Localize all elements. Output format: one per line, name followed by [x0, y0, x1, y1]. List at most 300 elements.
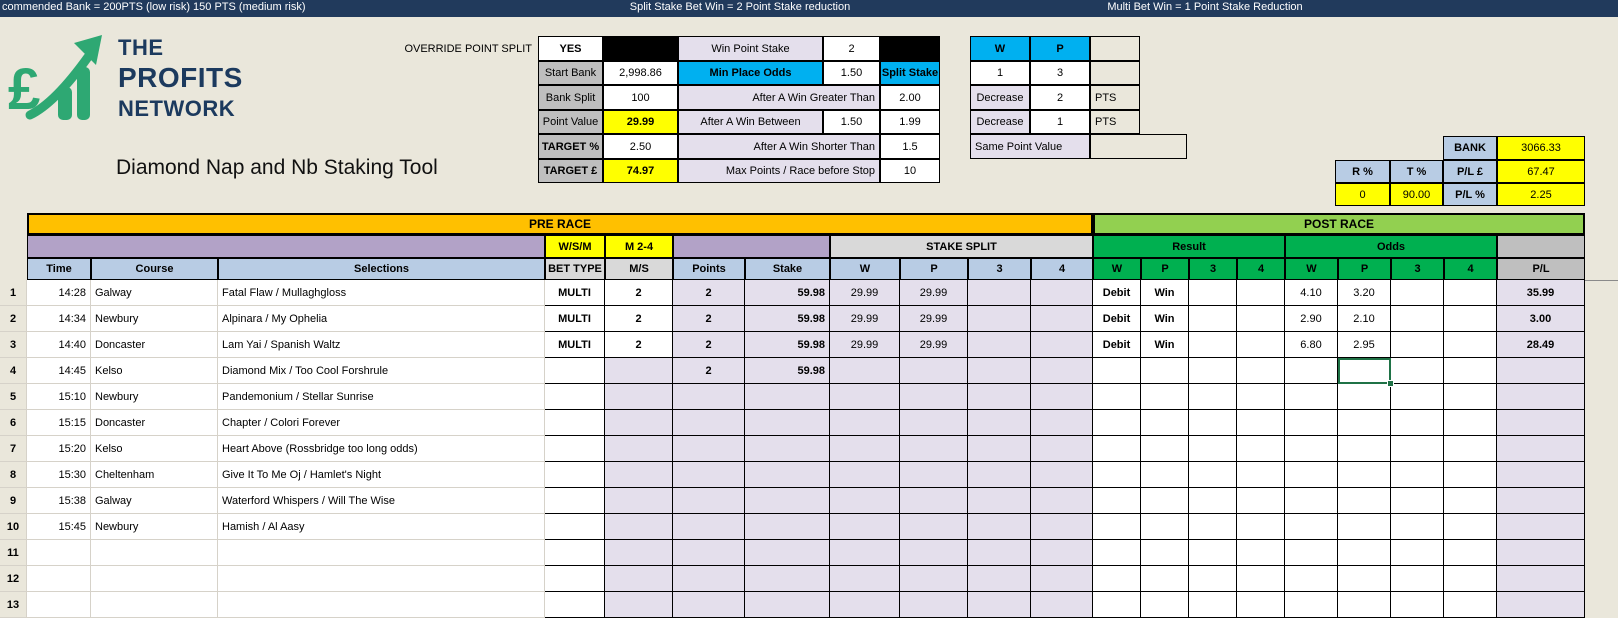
cell-stake-split-w[interactable]	[830, 488, 900, 514]
cell-stake[interactable]	[745, 384, 830, 410]
cell-stake-split-p[interactable]	[900, 592, 968, 618]
cell-stake-split-w[interactable]	[830, 566, 900, 592]
cell-bet-type[interactable]	[545, 410, 605, 436]
selection-fill-handle[interactable]	[1387, 380, 1394, 387]
row-number[interactable]: 13	[0, 592, 27, 618]
cell-stake[interactable]: 59.98	[745, 306, 830, 332]
cell-selections[interactable]: Diamond Mix / Too Cool Forshrule	[218, 358, 545, 384]
cell-odds-3[interactable]	[1391, 332, 1444, 358]
cell-ms[interactable]	[605, 488, 673, 514]
t-pct-value[interactable]: 90.00	[1390, 183, 1443, 206]
cell-result-p[interactable]	[1141, 384, 1189, 410]
cell-odds-3[interactable]	[1391, 358, 1444, 384]
cell-selections[interactable]: Waterford Whispers / Will The Wise	[218, 488, 545, 514]
cell-odds-3[interactable]	[1391, 306, 1444, 332]
cell-result-3[interactable]	[1189, 306, 1237, 332]
cell-result-w[interactable]	[1093, 488, 1141, 514]
cell-result-p[interactable]	[1141, 514, 1189, 540]
cell-result-w[interactable]	[1093, 592, 1141, 618]
cell-selections[interactable]: Pandemonium / Stellar Sunrise	[218, 384, 545, 410]
cell-stake-split-3[interactable]	[968, 592, 1031, 618]
cell-result-4[interactable]	[1237, 540, 1285, 566]
cell-result-p[interactable]	[1141, 358, 1189, 384]
cell-selections[interactable]: Fatal Flaw / Mullaghgloss	[218, 280, 545, 306]
cell-result-4[interactable]	[1237, 306, 1285, 332]
cell-ms[interactable]	[605, 384, 673, 410]
cell-time[interactable]: 15:20	[27, 436, 91, 462]
cell-course[interactable]: Kelso	[91, 436, 218, 462]
cell-stake-split-p[interactable]	[900, 566, 968, 592]
cell-stake-split-w[interactable]	[830, 358, 900, 384]
cell-odds-3[interactable]	[1391, 566, 1444, 592]
cell-ms[interactable]	[605, 592, 673, 618]
cell-pl[interactable]: 35.99	[1497, 280, 1585, 306]
cell-odds-4[interactable]	[1444, 332, 1497, 358]
cell-odds-p[interactable]	[1338, 410, 1391, 436]
cell-bet-type[interactable]	[545, 592, 605, 618]
cell-stake-split-4[interactable]	[1031, 488, 1093, 514]
cell-odds-4[interactable]	[1444, 410, 1497, 436]
cell-stake-split-3[interactable]	[968, 306, 1031, 332]
cell-odds-p[interactable]: 3.20	[1338, 280, 1391, 306]
cell-time[interactable]: 14:45	[27, 358, 91, 384]
cell-result-w[interactable]	[1093, 358, 1141, 384]
row-number[interactable]: 8	[0, 462, 27, 488]
cell-result-p[interactable]: Win	[1141, 332, 1189, 358]
cell-stake-split-4[interactable]	[1031, 280, 1093, 306]
cell-pl[interactable]	[1497, 592, 1585, 618]
cell-time[interactable]: 14:34	[27, 306, 91, 332]
row-number[interactable]: 4	[0, 358, 27, 384]
cell-stake-split-w[interactable]: 29.99	[830, 332, 900, 358]
cell-stake-split-3[interactable]	[968, 436, 1031, 462]
cell-odds-3[interactable]	[1391, 488, 1444, 514]
cell-stake-split-p[interactable]	[900, 358, 968, 384]
cell-odds-w[interactable]	[1285, 358, 1338, 384]
cell-stake[interactable]	[745, 514, 830, 540]
cell-odds-w[interactable]	[1285, 384, 1338, 410]
cell-bet-type[interactable]: MULTI	[545, 306, 605, 332]
cell-stake[interactable]	[745, 436, 830, 462]
cell-points[interactable]: 2	[673, 306, 745, 332]
cell-stake-split-4[interactable]	[1031, 436, 1093, 462]
cell-odds-p[interactable]: 2.10	[1338, 306, 1391, 332]
cell-stake-split-w[interactable]	[830, 540, 900, 566]
cell-stake-split-3[interactable]	[968, 358, 1031, 384]
cell-stake-split-w[interactable]	[830, 462, 900, 488]
row-number[interactable]: 2	[0, 306, 27, 332]
bank-split-value[interactable]: 100	[603, 85, 678, 110]
cell-selections[interactable]: Hamish / Al Aasy	[218, 514, 545, 540]
cell-result-p[interactable]	[1141, 410, 1189, 436]
cell-selections[interactable]: Chapter / Colori Forever	[218, 410, 545, 436]
cell-odds-4[interactable]	[1444, 462, 1497, 488]
cell-points[interactable]	[673, 436, 745, 462]
cell-bet-type[interactable]	[545, 462, 605, 488]
cell-points[interactable]: 2	[673, 280, 745, 306]
cell-odds-p[interactable]	[1338, 514, 1391, 540]
cell-result-3[interactable]	[1189, 436, 1237, 462]
cell-odds-3[interactable]	[1391, 410, 1444, 436]
cell-course[interactable]: Kelso	[91, 358, 218, 384]
cell-selections[interactable]: Give It To Me Oj / Hamlet's Night	[218, 462, 545, 488]
cell-result-4[interactable]	[1237, 566, 1285, 592]
cell-odds-p[interactable]	[1338, 540, 1391, 566]
cell-result-3[interactable]	[1189, 358, 1237, 384]
cell-result-p[interactable]	[1141, 462, 1189, 488]
cell-ms[interactable]: 2	[605, 332, 673, 358]
cell-bet-type[interactable]	[545, 436, 605, 462]
cell-bet-type[interactable]	[545, 358, 605, 384]
cell-stake-split-3[interactable]	[968, 566, 1031, 592]
cell-points[interactable]	[673, 566, 745, 592]
cell-selections[interactable]: Heart Above (Rossbridge too long odds)	[218, 436, 545, 462]
cell-odds-p[interactable]	[1338, 488, 1391, 514]
cell-stake-split-3[interactable]	[968, 514, 1031, 540]
cell-result-3[interactable]	[1189, 462, 1237, 488]
cell-stake-split-w[interactable]	[830, 514, 900, 540]
col-header-pl: P/L	[1497, 258, 1585, 280]
cell-ms[interactable]	[605, 436, 673, 462]
cell-result-p[interactable]	[1141, 566, 1189, 592]
cell-odds-3[interactable]	[1391, 462, 1444, 488]
cell-pl[interactable]: 3.00	[1497, 306, 1585, 332]
cell-stake-split-w[interactable]	[830, 436, 900, 462]
cell-time[interactable]: 15:15	[27, 410, 91, 436]
cell-points[interactable]: 2	[673, 332, 745, 358]
win-point-stake-value[interactable]: 2	[823, 36, 880, 61]
min-place-odds-value[interactable]: 1.50	[823, 61, 880, 85]
point-value-value[interactable]: 29.99	[603, 110, 678, 134]
cell-stake-split-w[interactable]: 29.99	[830, 280, 900, 306]
cell-stake-split-3[interactable]	[968, 462, 1031, 488]
cell-odds-4[interactable]	[1444, 384, 1497, 410]
cell-bet-type[interactable]	[545, 540, 605, 566]
cell-result-w[interactable]	[1093, 514, 1141, 540]
cell-odds-p[interactable]	[1338, 592, 1391, 618]
cell-result-4[interactable]	[1237, 410, 1285, 436]
cell-ms[interactable]	[605, 358, 673, 384]
cell-course[interactable]: Newbury	[91, 306, 218, 332]
cell-result-4[interactable]	[1237, 514, 1285, 540]
split-stake-w-value[interactable]: 1	[970, 61, 1030, 85]
row-number[interactable]: 1	[0, 280, 27, 306]
cell-result-w[interactable]: Debit	[1093, 332, 1141, 358]
cell-ms[interactable]: 2	[605, 306, 673, 332]
cell-result-w[interactable]	[1093, 436, 1141, 462]
cell-stake-split-p[interactable]	[900, 410, 968, 436]
cell-result-4[interactable]	[1237, 436, 1285, 462]
cell-stake[interactable]: 59.98	[745, 358, 830, 384]
cell-stake-split-p[interactable]: 29.99	[900, 280, 968, 306]
cell-result-w[interactable]	[1093, 462, 1141, 488]
cell-stake-split-p[interactable]: 29.99	[900, 306, 968, 332]
cell-stake-split-p[interactable]	[900, 462, 968, 488]
cell-ms[interactable]	[605, 514, 673, 540]
cell-stake[interactable]	[745, 488, 830, 514]
cell-result-3[interactable]	[1189, 540, 1237, 566]
split-stake-p-value[interactable]: 3	[1030, 61, 1090, 85]
cell-time[interactable]: 15:38	[27, 488, 91, 514]
selected-cell-outline[interactable]	[1338, 358, 1391, 384]
cell-result-w[interactable]	[1093, 384, 1141, 410]
cell-result-p[interactable]	[1141, 540, 1189, 566]
cell-odds-p[interactable]: 2.95	[1338, 332, 1391, 358]
cell-course[interactable]	[91, 592, 218, 618]
cell-time[interactable]	[27, 592, 91, 618]
cell-odds-3[interactable]	[1391, 384, 1444, 410]
cell-stake[interactable]: 59.98	[745, 280, 830, 306]
cell-course[interactable]: Galway	[91, 488, 218, 514]
pl-gbp-value[interactable]: 67.47	[1497, 160, 1585, 183]
cell-time[interactable]: 14:40	[27, 332, 91, 358]
cell-result-w[interactable]	[1093, 410, 1141, 436]
max-points-value[interactable]: 10	[880, 159, 940, 183]
cell-stake-split-4[interactable]	[1031, 384, 1093, 410]
cell-stake-split-3[interactable]	[968, 332, 1031, 358]
cell-ms[interactable]: 2	[605, 280, 673, 306]
bank-value[interactable]: 3066.33	[1497, 136, 1585, 160]
cell-odds-w[interactable]	[1285, 488, 1338, 514]
row-number[interactable]: 3	[0, 332, 27, 358]
row-number[interactable]: 12	[0, 566, 27, 592]
cell-stake-split-3[interactable]	[968, 280, 1031, 306]
row-number[interactable]: 11	[0, 540, 27, 566]
cell-result-p[interactable]	[1141, 436, 1189, 462]
cell-course[interactable]	[91, 540, 218, 566]
cell-odds-p[interactable]	[1338, 462, 1391, 488]
cell-stake-split-3[interactable]	[968, 384, 1031, 410]
cell-course[interactable]	[91, 566, 218, 592]
cell-odds-w[interactable]	[1285, 592, 1338, 618]
target-gbp-value[interactable]: 74.97	[603, 159, 678, 183]
after-between-pts-value[interactable]: 1	[1030, 110, 1090, 134]
col-header-points: Points	[673, 258, 745, 280]
cell-result-4[interactable]	[1237, 358, 1285, 384]
cell-odds-4[interactable]	[1444, 488, 1497, 514]
cell-stake[interactable]	[745, 566, 830, 592]
cell-stake-split-w[interactable]: 29.99	[830, 306, 900, 332]
after-win-greater-value[interactable]: 2.00	[880, 85, 940, 110]
cell-result-w[interactable]: Debit	[1093, 280, 1141, 306]
col-header-odds-4: 4	[1444, 258, 1497, 280]
cell-pl[interactable]	[1497, 514, 1585, 540]
cell-result-3[interactable]	[1189, 280, 1237, 306]
cell-odds-4[interactable]	[1444, 540, 1497, 566]
cell-stake-split-4[interactable]	[1031, 540, 1093, 566]
row-number[interactable]: 7	[0, 436, 27, 462]
cell-pl[interactable]	[1497, 462, 1585, 488]
cell-result-3[interactable]	[1189, 488, 1237, 514]
target-pct-value[interactable]: 2.50	[603, 134, 678, 159]
cell-ms[interactable]	[605, 410, 673, 436]
cell-odds-p[interactable]	[1338, 566, 1391, 592]
col-header-stake-split-p: P	[900, 258, 968, 280]
cell-odds-3[interactable]	[1391, 280, 1444, 306]
cell-bet-type[interactable]: MULTI	[545, 280, 605, 306]
cell-odds-w[interactable]: 4.10	[1285, 280, 1338, 306]
after-win-shorter-value[interactable]: 1.5	[880, 134, 940, 159]
row-number[interactable]: 10	[0, 514, 27, 540]
cell-odds-p[interactable]	[1338, 436, 1391, 462]
cell-pl[interactable]	[1497, 566, 1585, 592]
cell-result-4[interactable]	[1237, 384, 1285, 410]
cell-result-4[interactable]	[1237, 592, 1285, 618]
cell-selections[interactable]	[218, 592, 545, 618]
cell-odds-p[interactable]	[1338, 384, 1391, 410]
cell-odds-4[interactable]	[1444, 436, 1497, 462]
row-number[interactable]: 6	[0, 410, 27, 436]
cell-stake[interactable]	[745, 540, 830, 566]
cell-odds-w[interactable]	[1285, 462, 1338, 488]
cell-stake-split-4[interactable]	[1031, 514, 1093, 540]
cell-odds-3[interactable]	[1391, 540, 1444, 566]
cell-bet-type[interactable]	[545, 488, 605, 514]
cell-odds-4[interactable]	[1444, 358, 1497, 384]
cell-pl[interactable]	[1497, 488, 1585, 514]
cell-points[interactable]	[673, 384, 745, 410]
r-pct-value[interactable]: 0	[1335, 183, 1390, 206]
cell-odds-w[interactable]	[1285, 436, 1338, 462]
cell-result-3[interactable]	[1189, 410, 1237, 436]
cell-odds-w[interactable]	[1285, 540, 1338, 566]
cell-result-4[interactable]	[1237, 462, 1285, 488]
cell-odds-4[interactable]	[1444, 280, 1497, 306]
cell-result-4[interactable]	[1237, 332, 1285, 358]
start-bank-value[interactable]: 2,998.86	[603, 61, 678, 85]
cell-points[interactable]	[673, 540, 745, 566]
cell-result-3[interactable]	[1189, 384, 1237, 410]
cell-course[interactable]: Doncaster	[91, 332, 218, 358]
cell-result-3[interactable]	[1189, 566, 1237, 592]
cell-selections[interactable]: Alpinara / My Ophelia	[218, 306, 545, 332]
cell-result-3[interactable]	[1189, 592, 1237, 618]
cell-odds-4[interactable]	[1444, 592, 1497, 618]
cell-stake-split-4[interactable]	[1031, 566, 1093, 592]
cell-time[interactable]: 15:30	[27, 462, 91, 488]
after-greater-pts-value[interactable]: 2	[1030, 85, 1090, 110]
cell-stake-split-4[interactable]	[1031, 332, 1093, 358]
cell-points[interactable]	[673, 514, 745, 540]
cell-ms[interactable]	[605, 566, 673, 592]
cell-selections[interactable]	[218, 566, 545, 592]
cell-time[interactable]: 15:45	[27, 514, 91, 540]
cell-stake[interactable]: 59.98	[745, 332, 830, 358]
cell-odds-4[interactable]	[1444, 306, 1497, 332]
cell-stake[interactable]	[745, 462, 830, 488]
cell-time[interactable]: 15:10	[27, 384, 91, 410]
cell-odds-w[interactable]: 6.80	[1285, 332, 1338, 358]
cell-stake-split-4[interactable]	[1031, 592, 1093, 618]
cell-odds-3[interactable]	[1391, 514, 1444, 540]
cell-odds-w[interactable]	[1285, 410, 1338, 436]
cell-stake-split-p[interactable]	[900, 488, 968, 514]
cell-stake-split-w[interactable]	[830, 592, 900, 618]
after-between-low-value[interactable]: 1.50	[823, 110, 880, 134]
cell-stake-split-p[interactable]	[900, 436, 968, 462]
cell-time[interactable]	[27, 566, 91, 592]
cell-result-w[interactable]: Debit	[1093, 306, 1141, 332]
after-between-high-value[interactable]: 1.99	[880, 110, 940, 134]
cell-result-w[interactable]	[1093, 566, 1141, 592]
cell-odds-w[interactable]	[1285, 514, 1338, 540]
cell-stake-split-4[interactable]	[1031, 410, 1093, 436]
cell-stake-split-p[interactable]	[900, 540, 968, 566]
cell-result-4[interactable]	[1237, 280, 1285, 306]
cell-points[interactable]	[673, 488, 745, 514]
cell-result-3[interactable]	[1189, 332, 1237, 358]
cell-points[interactable]	[673, 462, 745, 488]
cell-pl[interactable]	[1497, 358, 1585, 384]
cell-odds-3[interactable]	[1391, 592, 1444, 618]
cell-stake-split-3[interactable]	[968, 488, 1031, 514]
override-point-split-value[interactable]: YES	[538, 36, 603, 61]
cell-pl[interactable]: 28.49	[1497, 332, 1585, 358]
cell-result-p[interactable]	[1141, 488, 1189, 514]
cell-stake[interactable]	[745, 592, 830, 618]
pl-pct-value[interactable]: 2.25	[1497, 183, 1585, 206]
cell-stake-split-3[interactable]	[968, 540, 1031, 566]
cell-time[interactable]	[27, 540, 91, 566]
cell-pl[interactable]	[1497, 410, 1585, 436]
cell-pl[interactable]	[1497, 540, 1585, 566]
cell-bet-type[interactable]	[545, 514, 605, 540]
cell-odds-4[interactable]	[1444, 514, 1497, 540]
cell-odds-4[interactable]	[1444, 566, 1497, 592]
cell-result-4[interactable]	[1237, 488, 1285, 514]
cell-stake-split-w[interactable]	[830, 384, 900, 410]
row-number[interactable]: 5	[0, 384, 27, 410]
cell-stake-split-p[interactable]: 29.99	[900, 332, 968, 358]
cell-stake[interactable]	[745, 410, 830, 436]
cell-points[interactable]: 2	[673, 358, 745, 384]
cell-stake-split-3[interactable]	[968, 410, 1031, 436]
cell-result-p[interactable]	[1141, 592, 1189, 618]
cell-stake-split-p[interactable]	[900, 514, 968, 540]
row-number[interactable]: 9	[0, 488, 27, 514]
cell-bet-type[interactable]	[545, 566, 605, 592]
cell-odds-w[interactable]: 2.90	[1285, 306, 1338, 332]
cell-pl[interactable]	[1497, 436, 1585, 462]
cell-selections[interactable]: Lam Yai / Spanish Waltz	[218, 332, 545, 358]
cell-time[interactable]: 14:28	[27, 280, 91, 306]
cell-course[interactable]: Cheltenham	[91, 462, 218, 488]
cell-pl[interactable]	[1497, 384, 1585, 410]
cell-stake-split-w[interactable]	[830, 410, 900, 436]
cell-stake-split-4[interactable]	[1031, 306, 1093, 332]
cell-result-w[interactable]	[1093, 540, 1141, 566]
cell-result-3[interactable]	[1189, 514, 1237, 540]
cell-result-p[interactable]: Win	[1141, 306, 1189, 332]
cell-stake-split-4[interactable]	[1031, 462, 1093, 488]
cell-course[interactable]: Newbury	[91, 514, 218, 540]
cell-result-p[interactable]: Win	[1141, 280, 1189, 306]
cell-bet-type[interactable]	[545, 384, 605, 410]
cell-ms[interactable]	[605, 462, 673, 488]
cell-odds-w[interactable]	[1285, 566, 1338, 592]
cell-odds-3[interactable]	[1391, 436, 1444, 462]
cell-bet-type[interactable]: MULTI	[545, 332, 605, 358]
cell-points[interactable]	[673, 410, 745, 436]
cell-course[interactable]: Newbury	[91, 384, 218, 410]
cell-stake-split-p[interactable]	[900, 384, 968, 410]
cell-points[interactable]	[673, 592, 745, 618]
cell-course[interactable]: Galway	[91, 280, 218, 306]
cell-course[interactable]: Doncaster	[91, 410, 218, 436]
cell-ms[interactable]	[605, 540, 673, 566]
cell-selections[interactable]	[218, 540, 545, 566]
cell-stake-split-4[interactable]	[1031, 358, 1093, 384]
